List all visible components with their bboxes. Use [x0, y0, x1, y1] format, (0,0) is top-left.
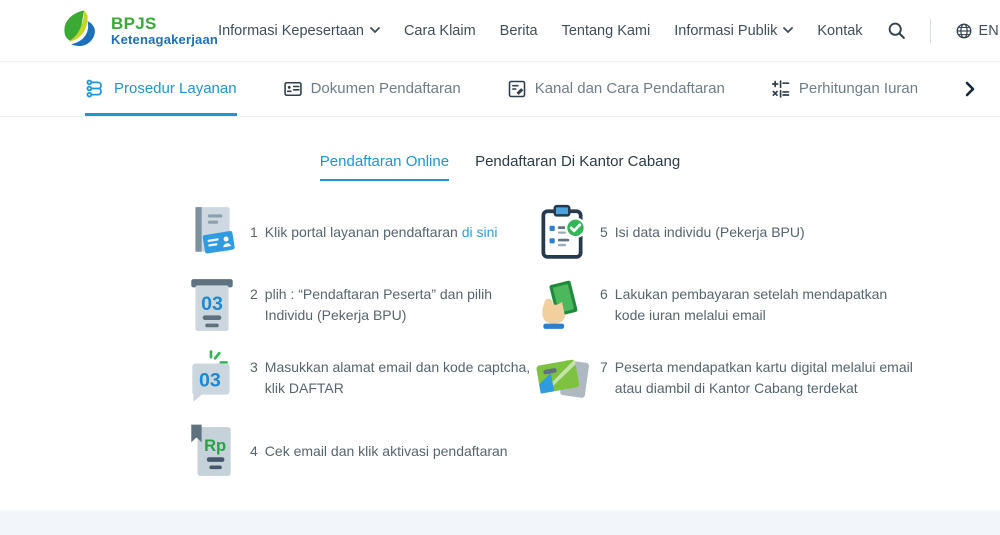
id-card-icon: [283, 79, 303, 99]
tab-perhitungan-iuran[interactable]: Perhitungan Iuran: [771, 62, 918, 116]
nav-tentang-kami[interactable]: Tentang Kami: [561, 22, 651, 39]
subtab-pendaftaran-online[interactable]: Pendaftaran Online: [320, 153, 449, 181]
document-edit-icon: [507, 79, 527, 99]
chat-bubble-number-icon: [183, 349, 241, 407]
registration-subtabs: [0, 153, 1000, 181]
di-sini-link[interactable]: di sini: [461, 223, 498, 240]
nav-kontak[interactable]: Kontak: [817, 22, 863, 39]
rupiah-document-icon: [183, 422, 241, 480]
chevron-down-icon: [370, 27, 380, 34]
bottom-strip: [0, 510, 1000, 535]
step-number: 6: [600, 286, 608, 302]
steps-column-right: [533, 203, 963, 495]
steps-column-left: [183, 203, 533, 495]
nav-informasi-publik[interactable]: Informasi Publik: [674, 23, 793, 39]
step-text: Klik portal layanan pendaftaran di sini: [264, 223, 498, 240]
step-number: 7: [600, 359, 608, 375]
step-text: Lakukan pembayaran setelah mendapatkan kode iuran melalui email: [614, 286, 888, 323]
step-7: [533, 349, 963, 407]
tab-kanal-cara-pendaftaran[interactable]: Kanal dan Cara Pendaftaran: [507, 62, 725, 116]
registration-steps: [0, 203, 1000, 495]
tabs-scroll-next-icon[interactable]: [964, 81, 976, 97]
svg-text:03: 03: [201, 293, 223, 316]
tab-prosedur-layanan[interactable]: Prosedur Layanan: [85, 62, 237, 116]
step-text: Masukkan alamat email dan kode captcha, klik DAFTAR: [264, 359, 531, 396]
step-number: 5: [600, 223, 608, 240]
nav-informasi-kepesertaan[interactable]: Informasi Kepesertaan: [218, 23, 380, 39]
brand-name-bottom: Ketenagakerjaan: [111, 31, 219, 47]
main-nav: [218, 19, 999, 43]
digital-card-icon: [533, 349, 591, 407]
step-number: 1: [250, 223, 258, 240]
receipt-number-icon: [183, 276, 241, 334]
nav-divider: [930, 19, 931, 43]
step-number: 3: [250, 359, 258, 375]
step-number: 2: [250, 286, 258, 302]
svg-text:03: 03: [198, 369, 221, 392]
bpjs-logo[interactable]: [58, 9, 218, 53]
calculator-icon: [771, 79, 791, 99]
language-switcher[interactable]: [955, 22, 999, 40]
section-tabbar: [0, 62, 1000, 117]
step-text: plih : “Pendaftaran Peserta” dan pilih Individu (Pekerja BPU): [264, 286, 493, 323]
nav-cara-klaim[interactable]: Cara Klaim: [403, 22, 476, 39]
step-text: Cek email dan klik aktivasi pendaftaran: [264, 442, 508, 459]
chevron-down-icon: [783, 27, 793, 34]
brand-name-top: BPJS: [111, 13, 157, 33]
step-number: 4: [250, 442, 258, 459]
step-1: [183, 203, 533, 261]
route-icon: [85, 78, 106, 99]
tab-dokumen-pendaftaran[interactable]: Dokumen Pendaftaran: [283, 62, 461, 116]
step-2: [183, 276, 533, 334]
step-text: Peserta mendapatkan kartu digital melalui email atau diambil di Kantor Cabang terdekat: [614, 359, 913, 396]
checklist-clipboard-icon: [533, 203, 591, 261]
subtab-pendaftaran-kantor-cabang[interactable]: Pendaftaran Di Kantor Cabang: [475, 153, 681, 170]
search-icon[interactable]: [887, 21, 906, 40]
hand-money-icon: [533, 276, 591, 334]
step-4: [183, 422, 533, 480]
bpjs-logo-icon: [58, 9, 104, 53]
step-5: [533, 203, 963, 261]
step-3: [183, 349, 533, 407]
globe-icon: [955, 22, 973, 40]
top-header: [0, 0, 1000, 62]
svg-text:Rp: Rp: [204, 436, 227, 455]
language-label: EN: [978, 22, 999, 39]
registration-book-icon: [183, 203, 241, 261]
nav-berita[interactable]: Berita: [499, 22, 538, 39]
step-text: Isi data individu (Pekerja BPU): [614, 223, 805, 240]
step-6: [533, 276, 963, 334]
